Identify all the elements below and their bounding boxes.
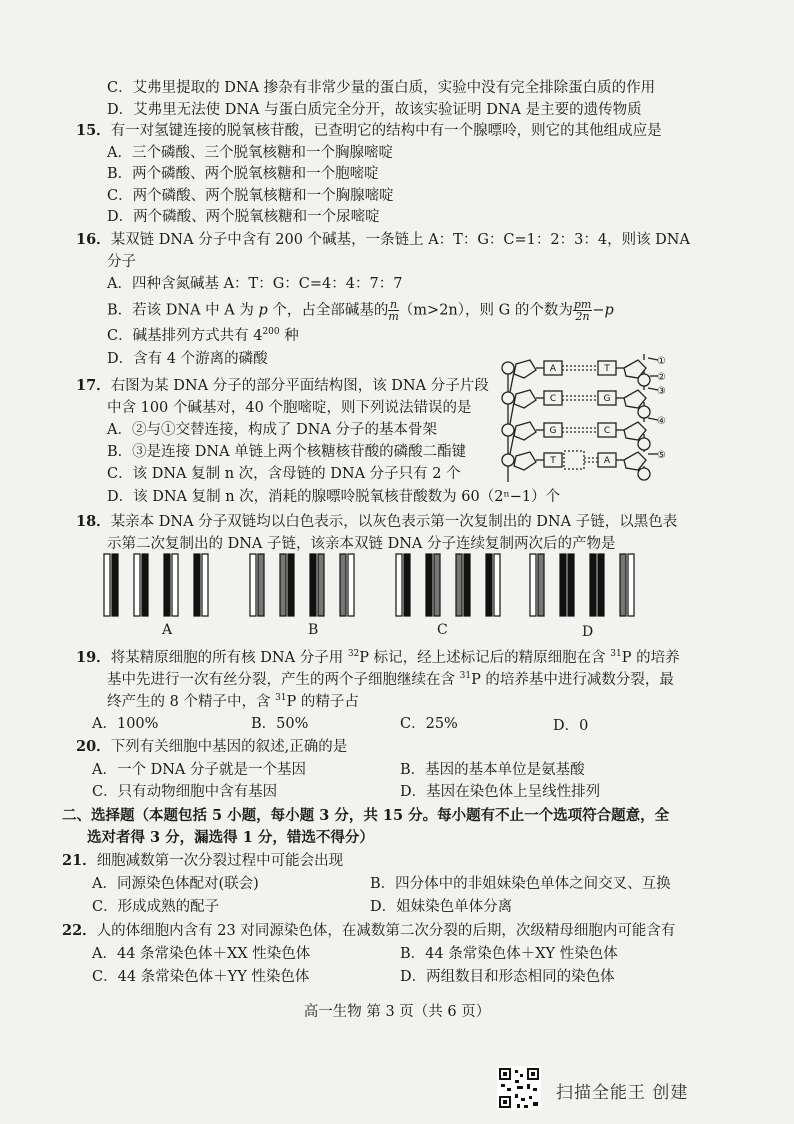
- question-19: 19．将某精原细胞的所有核 DNA 分子用 $^{32}$P 标记，经上述标记后的精原细胞在含 $^{31}$P 的培养: [76, 649, 680, 666]
- strand-c-2-1: [426, 554, 432, 616]
- q16-option-b: [107, 299, 614, 322]
- q19-number: 19．: [76, 649, 111, 666]
- base-label-left-4: T: [550, 456, 556, 466]
- strand-c-4-2: [494, 554, 500, 616]
- strand-c-3-2: [464, 554, 470, 616]
- q15-option-b: B．两个磷酸、两个脱氧核糖和一个胞嘧啶: [107, 166, 379, 182]
- figure-label-4: ④: [657, 416, 666, 427]
- q19-stem-3: 终产生的 8 个精子中，含 $^{31}$P 的精子占: [107, 693, 359, 710]
- strand-groups: [104, 554, 634, 616]
- section-2-heading-cont: 选对者得 3 分，漏选得 1 分，错选不得分）: [87, 829, 374, 846]
- strand-c-3-1: [456, 554, 462, 616]
- q16-stem-1: 某双链 DNA 分子中含有 200 个碱基，一条链上 A：T：G：C=1：2：3：4，则该 DNA: [110, 232, 690, 248]
- q16b-prefix: B．若该 DNA 中 A 为: [107, 302, 259, 319]
- question-20: [76, 737, 347, 757]
- q22-option-a: A．44 条常染色体＋XX 性染色体: [92, 946, 311, 962]
- option-label-b: B: [308, 622, 319, 638]
- q14-option-c: C．艾弗里提取的 DNA 掺杂有非常少量的蛋白质，实验中没有完全排除蛋白质的作用: [107, 80, 656, 96]
- base-label-right-4: A: [603, 456, 611, 466]
- strand-d-4-2: [628, 554, 634, 616]
- q18-stem-1: 某亲本 DNA 分子双链均以白色表示，以灰色表示第一次复制出的 DNA 子链，以黑色表: [110, 514, 678, 530]
- strand-b-1-2: [258, 554, 264, 616]
- q16-option-a: A．四种含氮碱基 A：T：G：C=4：4：7：7: [107, 276, 403, 292]
- question-15: [76, 121, 662, 141]
- q18-stem-2: 示第二次复制出的 DNA 子链，该亲本双链 DNA 分子连续复制两次后的产物是: [107, 536, 616, 552]
- base-label-left-1: A: [549, 364, 557, 374]
- strand-b-2-2: [288, 554, 294, 616]
- q21-number: 21．: [62, 852, 97, 869]
- strand-a-2-1: [134, 554, 140, 616]
- q19-option-b: B．50%: [251, 716, 309, 732]
- section-2-heading: 二、选择题（本题包括 5 小题，每小题 3 分，共 15 分。每小题有不止一个选项符合题意，全: [62, 807, 670, 824]
- dna-replication-options-figure: [100, 552, 660, 642]
- strand-a-1-1: [104, 554, 110, 616]
- question-17: [76, 376, 489, 396]
- base-label-right-1: T: [604, 364, 610, 374]
- base-label-right-2: G: [603, 394, 611, 404]
- question-18: [76, 512, 677, 532]
- base-label-right-3: C: [603, 426, 611, 436]
- strand-c-4-1: [486, 554, 492, 616]
- strand-b-2-1: [280, 554, 286, 616]
- q21-stem: 细胞减数第一次分裂过程中可能会出现: [96, 853, 344, 869]
- strand-d-3-2: [598, 554, 604, 616]
- strand-c-1-1: [396, 554, 402, 616]
- q21-option-a: A．同源染色体配对(联会): [92, 876, 259, 892]
- q14-option-d: D．艾弗里无法使 DNA 与蛋白质完全分开，故该实验证明 DNA 是主要的遗传物质: [107, 102, 642, 118]
- base-label-left-2: C: [549, 394, 557, 404]
- strand-a-3-1: [164, 554, 170, 616]
- strand-d-2-2: [568, 554, 574, 616]
- page-footer: 高一生物 第 3 页（共 6 页）: [303, 1004, 491, 1020]
- q17-option-d: D．该 DNA 复制 n 次，消耗的腺嘌呤脱氧核苷酸数为 60（2ⁿ−1）个: [107, 489, 561, 505]
- q22-option-c: C．44 条常染色体＋YY 性染色体: [92, 969, 310, 985]
- q16b-tail: −p: [592, 302, 614, 319]
- q16b-mid: 个，占全部碱基的: [267, 302, 389, 319]
- q17-option-c: C．该 DNA 复制 n 次，含母链的 DNA 分子只有 2 个: [107, 466, 461, 482]
- strand-c-2-2: [434, 554, 440, 616]
- question-22: [62, 921, 675, 941]
- strand-a-2-2: [142, 554, 148, 616]
- qr-code-icon: [497, 1066, 541, 1110]
- dna-structure-figure: [498, 354, 668, 488]
- q20-stem: 下列有关细胞中基因的叙述,正确的是: [110, 739, 348, 755]
- q22-stem: 人的体细胞内含有 23 对同源染色体，在减数第二次分裂的后期，次级精母细胞内可能含有: [96, 923, 676, 939]
- strand-a-1-2: [112, 554, 118, 616]
- figure-label-5: ⑤: [657, 450, 666, 461]
- q16-option-c: C．碱基排列方式共有 $4^{200}$ 种: [107, 327, 299, 344]
- q15-option-c: C．两个磷酸、两个脱氧核糖和一个胸腺嘧啶: [107, 188, 394, 204]
- q19-option-d: D．0: [553, 718, 589, 734]
- q16-stem-2: 分子: [107, 254, 136, 270]
- strand-b-4-1: [340, 554, 346, 616]
- figure-label-2: ②: [657, 372, 666, 383]
- q21-option-d: D．姐妹染色单体分离: [370, 899, 513, 915]
- q17-option-a: A．②与①交替连接，构成了 DNA 分子的基本骨架: [107, 422, 437, 438]
- q17-option-b: B．③是连接 DNA 单链上两个核糖核苷酸的磷酸二酯键: [107, 444, 467, 460]
- base-label-left-3: G: [549, 426, 557, 436]
- q20-option-d: D．基因在染色体上呈线性排列: [400, 784, 601, 800]
- q22-option-b: B．44 条常染色体＋XY 性染色体: [400, 946, 618, 962]
- strand-d-1-1: [530, 554, 536, 616]
- q15-option-d: D．两个磷酸、两个脱氧核糖和一个尿嘧啶: [107, 209, 380, 225]
- strand-b-3-1: [310, 554, 316, 616]
- q17-number: 17．: [76, 377, 111, 394]
- strand-c-1-2: [404, 554, 410, 616]
- q17-stem-2: 中含 100 个碱基对，40 个胞嘧啶，则下列说法错误的是: [107, 400, 472, 416]
- q19-stem-2: 基中先进行一次有丝分裂，产生的两个子细胞继续在含 $^{31}$P 的培养基中进行减数分裂，最: [107, 671, 674, 688]
- strand-a-3-2: [172, 554, 178, 616]
- q15-stem: 有一对氢键连接的脱氧核苷酸，已查明它的结构中有一个腺嘌呤，则它的其他组成应是: [110, 123, 662, 139]
- option-label-c: C: [437, 622, 448, 638]
- q20-option-a: A．一个 DNA 分子就是一个基因: [92, 762, 306, 778]
- strand-d-3-1: [590, 554, 596, 616]
- q16-number: 16．: [76, 231, 111, 248]
- scanner-watermark: 扫描全能王 创建: [556, 1083, 689, 1103]
- q20-option-b: B．基因的基本单位是氨基酸: [400, 762, 585, 778]
- figure-label-1: ①: [657, 356, 666, 367]
- q15-option-a: A．三个磷酸、三个脱氧核糖和一个胸腺嘧啶: [107, 145, 393, 161]
- q21-option-b: B．四分体中的非姐妹染色单体之间交叉、互换: [370, 876, 671, 892]
- question-21: [62, 851, 343, 871]
- q17-stem-1: 右图为某 DNA 分子的部分平面结构图，该 DNA 分子片段: [110, 378, 489, 394]
- q15-number: 15．: [76, 122, 111, 139]
- figure-label-3: ③: [657, 386, 666, 397]
- strand-b-1-1: [250, 554, 256, 616]
- q20-number: 20．: [76, 738, 111, 755]
- q20-option-c: C．只有动物细胞中含有基因: [92, 784, 278, 800]
- q18-number: 18．: [76, 513, 111, 530]
- option-label-a: A: [162, 622, 173, 638]
- strand-d-2-1: [560, 554, 566, 616]
- strand-d-1-2: [538, 554, 544, 616]
- q16b-condition: （m>2n），则 G 的个数为: [398, 302, 573, 319]
- q16b-p: p: [258, 302, 268, 319]
- q19-option-c: C．25%: [400, 716, 458, 732]
- strand-d-4-1: [620, 554, 626, 616]
- fraction-pm-over-2n: $\frac{pm}{2n}$: [573, 298, 592, 323]
- fraction-n-over-m: $\frac{n}{m}$: [388, 298, 399, 323]
- q22-number: 22．: [62, 922, 97, 939]
- strand-b-3-2: [318, 554, 324, 616]
- q19-option-a: A．100%: [92, 716, 159, 732]
- strand-a-4-2: [202, 554, 208, 616]
- strand-a-4-1: [194, 554, 200, 616]
- q16-option-d: D．含有 4 个游离的磷酸: [107, 351, 268, 367]
- option-label-d: D: [582, 624, 594, 640]
- q21-option-c: C．形成成熟的配子: [92, 899, 220, 915]
- question-16: [76, 230, 690, 250]
- strand-b-4-2: [348, 554, 354, 616]
- q22-option-d: D．两组数目和形态相同的染色体: [400, 969, 615, 985]
